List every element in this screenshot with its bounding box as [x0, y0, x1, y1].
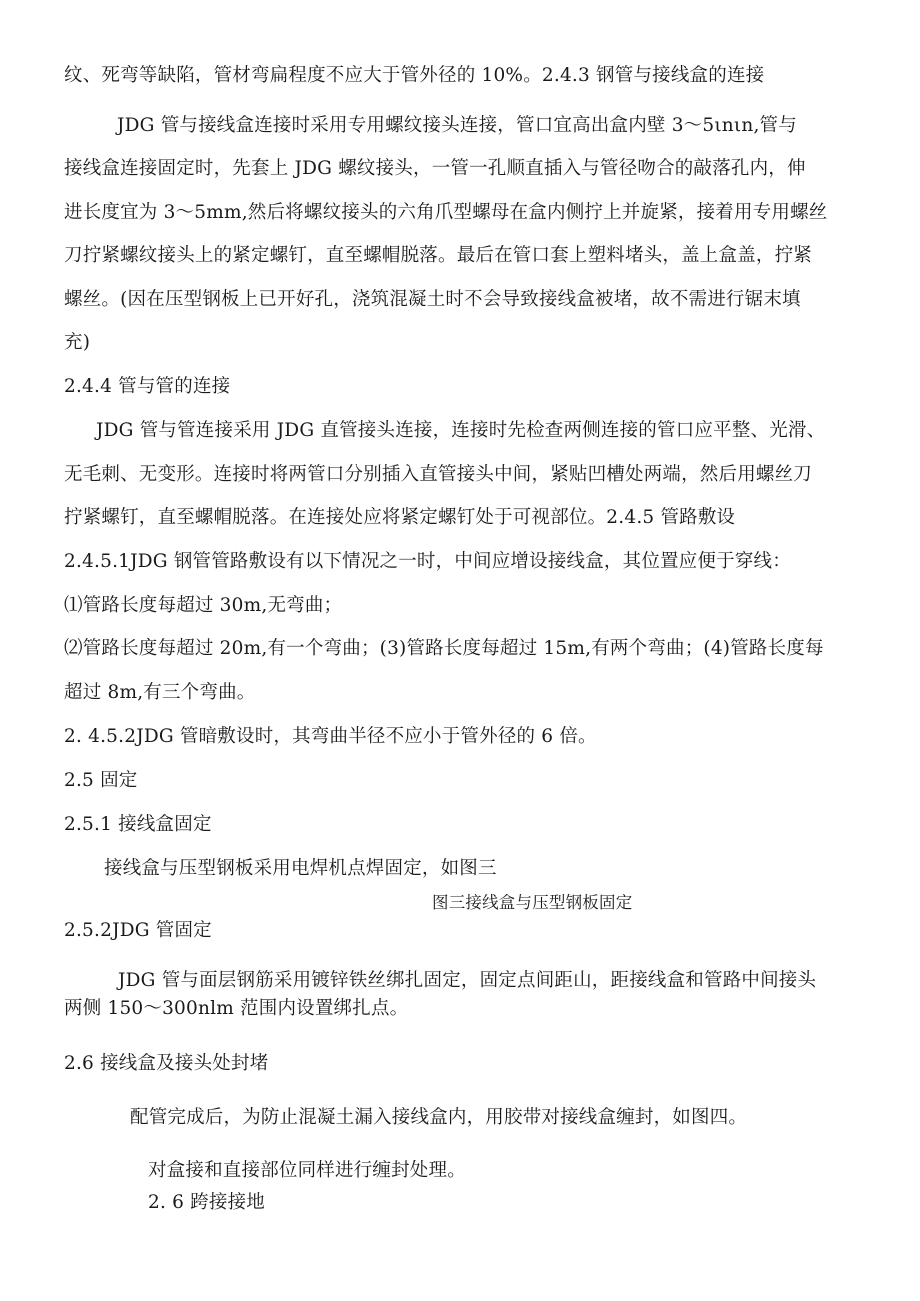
section-heading: 2.5 固定 — [64, 770, 138, 791]
text-line: 对盒接和直接部位同样进行缠封处理。 — [148, 1160, 466, 1181]
text-line: 进长度宜为 3～5mm,然后将螺纹接头的六角爪型螺母在盒内侧拧上并旋紧，接着用专用螺丝 — [64, 202, 828, 223]
text-line: 无毛刺、无变形。连接时将两管口分别插入直管接头中间，紧贴凹槽处两端，然后用螺丝刀 — [64, 464, 813, 485]
text-line: 拧紧螺钉，直至螺帽脱落。在连接处应将紧定螺钉处于可视部位。2.4.5 管路敷设 — [64, 507, 736, 528]
text-line: 2. 4.5.2JDG 管暗敷设时，其弯曲半径不应小于管外径的 6 倍。 — [64, 726, 597, 747]
section-heading: 2.4.4 管与管的连接 — [64, 376, 231, 397]
text-line: JDG 管与面层钢筋采用镀锌铁丝绑扎固定，固定点间距山，距接线盒和管路中间接头 — [118, 970, 817, 991]
text-line: JDG 管与管连接采用 JDG 直管接头连接，连接时先检查两侧连接的管口应平整、光滑、 — [96, 420, 826, 441]
section-heading: 2.6 接线盒及接头处封堵 — [64, 1053, 269, 1074]
text-line: 2.4.5.1JDG 钢管管路敷设有以下情况之一时，中间应增设接线盒，其位置应便于穿线： — [64, 551, 791, 572]
text-line: 超过 8m,有三个弯曲。 — [64, 682, 256, 703]
list-item: ⑵管路长度每超过 20m,有一个弯曲；(3)管路长度每超过 15m,有两个弯曲；(4)管路长度每 — [64, 638, 824, 659]
list-item: ⑴管路长度每超过 30m,无弯曲； — [64, 595, 343, 616]
section-heading: 2.5.1 接线盒固定 — [64, 814, 212, 835]
text-line: 两侧 150～300nlm 范围内设置绑扎点。 — [64, 998, 409, 1019]
text-line: JDG 管与接线盒连接时采用专用螺纹接头连接，管口宜高出盒内壁 3～5ιnιn,管与 — [117, 115, 797, 136]
text-line: 螺丝。(因在压型钢板上已开好孔，浇筑混凝土时不会导致接线盒被堵，故不需进行锯末填 — [64, 289, 801, 310]
text-line: 接线盒连接固定时，先套上 JDG 螺纹接头，一管一孔顺直插入与管径吻合的敲落孔内，伸 — [64, 158, 806, 179]
text-line: 接线盒与压型钢板采用电焊机点焊固定，如图三 — [104, 858, 497, 879]
text-line: 刀拧紧螺纹接头上的紧定螺钉，直至螺帽脱落。最后在管口套上塑料堵头，盖上盒盖，拧紧 — [64, 245, 813, 266]
text-line: 充) — [64, 332, 91, 353]
section-heading: 2. 6 跨接接地 — [148, 1192, 265, 1213]
text-line: 纹、死弯等缺陷，管材弯扁程度不应大于管外径的 10%。2.4.3 钢管与接线盒的连接 — [64, 65, 765, 86]
figure-caption: 图三接线盒与压型钢板固定 — [432, 893, 633, 912]
text-line: 配管完成后，为防止混凝土漏入接线盒内，用胶带对接线盒缠封，如图四。 — [130, 1107, 748, 1128]
section-heading: 2.5.2JDG 管固定 — [64, 920, 212, 941]
